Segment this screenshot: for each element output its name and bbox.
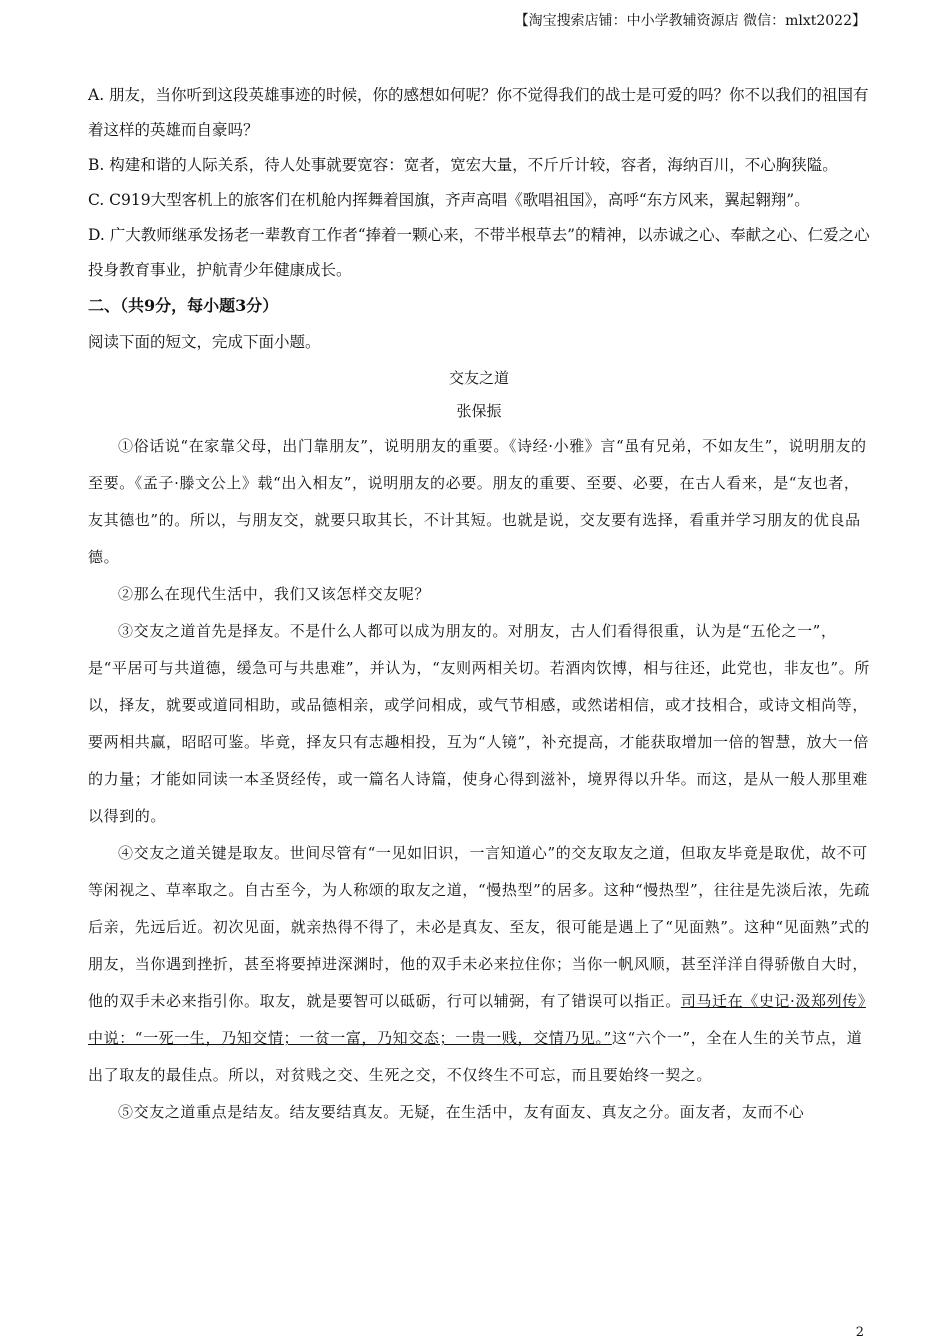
option-d: D. 广大教师继承发扬老一辈教育工作者“捧着一颗心来，不带半根草去”的精神，以赤诚之心、奉献之心、仁爱之心投身教育事业，护航青少年健康成长。 — [88, 226, 870, 279]
page-header: 【淘宝搜索店铺：中小学教辅资源店 微信：mlxt2022】 — [514, 13, 866, 29]
paragraph-1: ①俗话说“在家靠父母，出门靠朋友”，说明朋友的重要。《诗经·小雅》言“虽有兄弟，不如友生”，说明朋友的至要。《孟子·滕文公上》载“出入相友”，说明朋友的必要。朋友的重要、至要、必要，在古人看来，是“友也者，友其德也”的。所以，与朋友交，就要只取其长，不计其短。也就是说，交友要有选择，看重并学习朋友的优良品德。 — [88, 437, 867, 566]
paragraph-5: ⑤交友之道重点是结友。结友要结真友。无疑，在生活中，友有面友、真友之分。面友者，友而不心 — [118, 1103, 805, 1121]
paragraph-4 — [88, 835, 870, 1094]
page-content — [88, 78, 870, 1131]
paragraph-4-text-before: ④交友之道关键是取友。世间尽管有“一见如旧识，一言知道心”的交友取友之道，但取友毕竟是取优，故不可等闲视之、草率取之。自古至今，为人称颂的取友之道，“慢热型”的居多。这种“慢热型”，往往是先淡后浓，先疏后亲，先远后近。初次见面，就亲热得不得了，未必是真友、至友，很可能是遇上了“见面熟”。这种“见面熟”式的朋友，当你遇到挫折，甚至将要掉进深渊时，他的双手未必来拉住你；当你一帆风顺，甚至洋洋自得骄傲自大时，他的双手未必来指引你。取友，就是要智可以砥砺，行可以辅弼，有了错误可以指正。 — [88, 844, 870, 1010]
option-b: B. 构建和谐的人际关系，待人处事就要宽容：宽者，宽宏大量，不斤斤计较，容者，海纳百川，不心胸狭隘。 — [88, 156, 838, 174]
option-a: A. 朋友，当你听到这段英雄事迹的时候，你的感想如何呢？你不觉得我们的战士是可爱的吗？你不以我们的祖国有着这样的英雄而自豪吗？ — [88, 86, 869, 139]
reading-instruction: 阅读下面的短文，完成下面小题。 — [88, 333, 321, 351]
article-title: 交友之道 — [448, 369, 509, 387]
paragraph-4-text-after: 这“六个一”，全在人生的关节点，道出了取友的最佳点。所以，对贫贱之交、生死之交，不仅终生不可忘，而且要始终一契之。 — [88, 1029, 863, 1084]
section-heading: 二、（共9分，每小题3分） — [88, 296, 279, 315]
underlined-quote: 司马迁在《史记·汲郑列传》中说：“一死一生，乃知交情；一贫一富，乃知交态；一贵一贱，交情乃见。” — [88, 992, 866, 1047]
paragraph-3: ③交友之道首先是择友。不是什么人都可以成为朋友的。对朋友，古人们看得很重，认为是“五伦之一”，是“平居可与共道德，缓急可与共患难”，并认为，“友则两相关切。若酒肉饮博，相与往还，此党也，非友也”。所以，择友，就要或道同相助，或品德相亲，或学问相成，或气节相感，或然诺相信，或才技相合，或诗文相尚等，要两相共赢，昭昭可鉴。毕竟，择友只有志趣相投，互为“人镜”，补充提高，才能获取增加一倍的智慧，放大一倍的力量；才能如同读一本圣贤经传，或一篇名人诗篇，使身心得到滋补，境界得以升华。而这，是从一般人那里难以得到的。 — [88, 622, 870, 825]
option-c: C. C919大型客机上的旅客们在机舱内挥舞着国旗，齐声高唱《歌唱祖国》，高呼“东方风来，翼起翱翔”。 — [88, 191, 810, 209]
paragraph-2: ②那么在现代生活中，我们又该怎样交友呢？ — [118, 585, 431, 603]
page-number: 2 — [855, 1325, 864, 1340]
article-author: 张保振 — [456, 402, 502, 420]
